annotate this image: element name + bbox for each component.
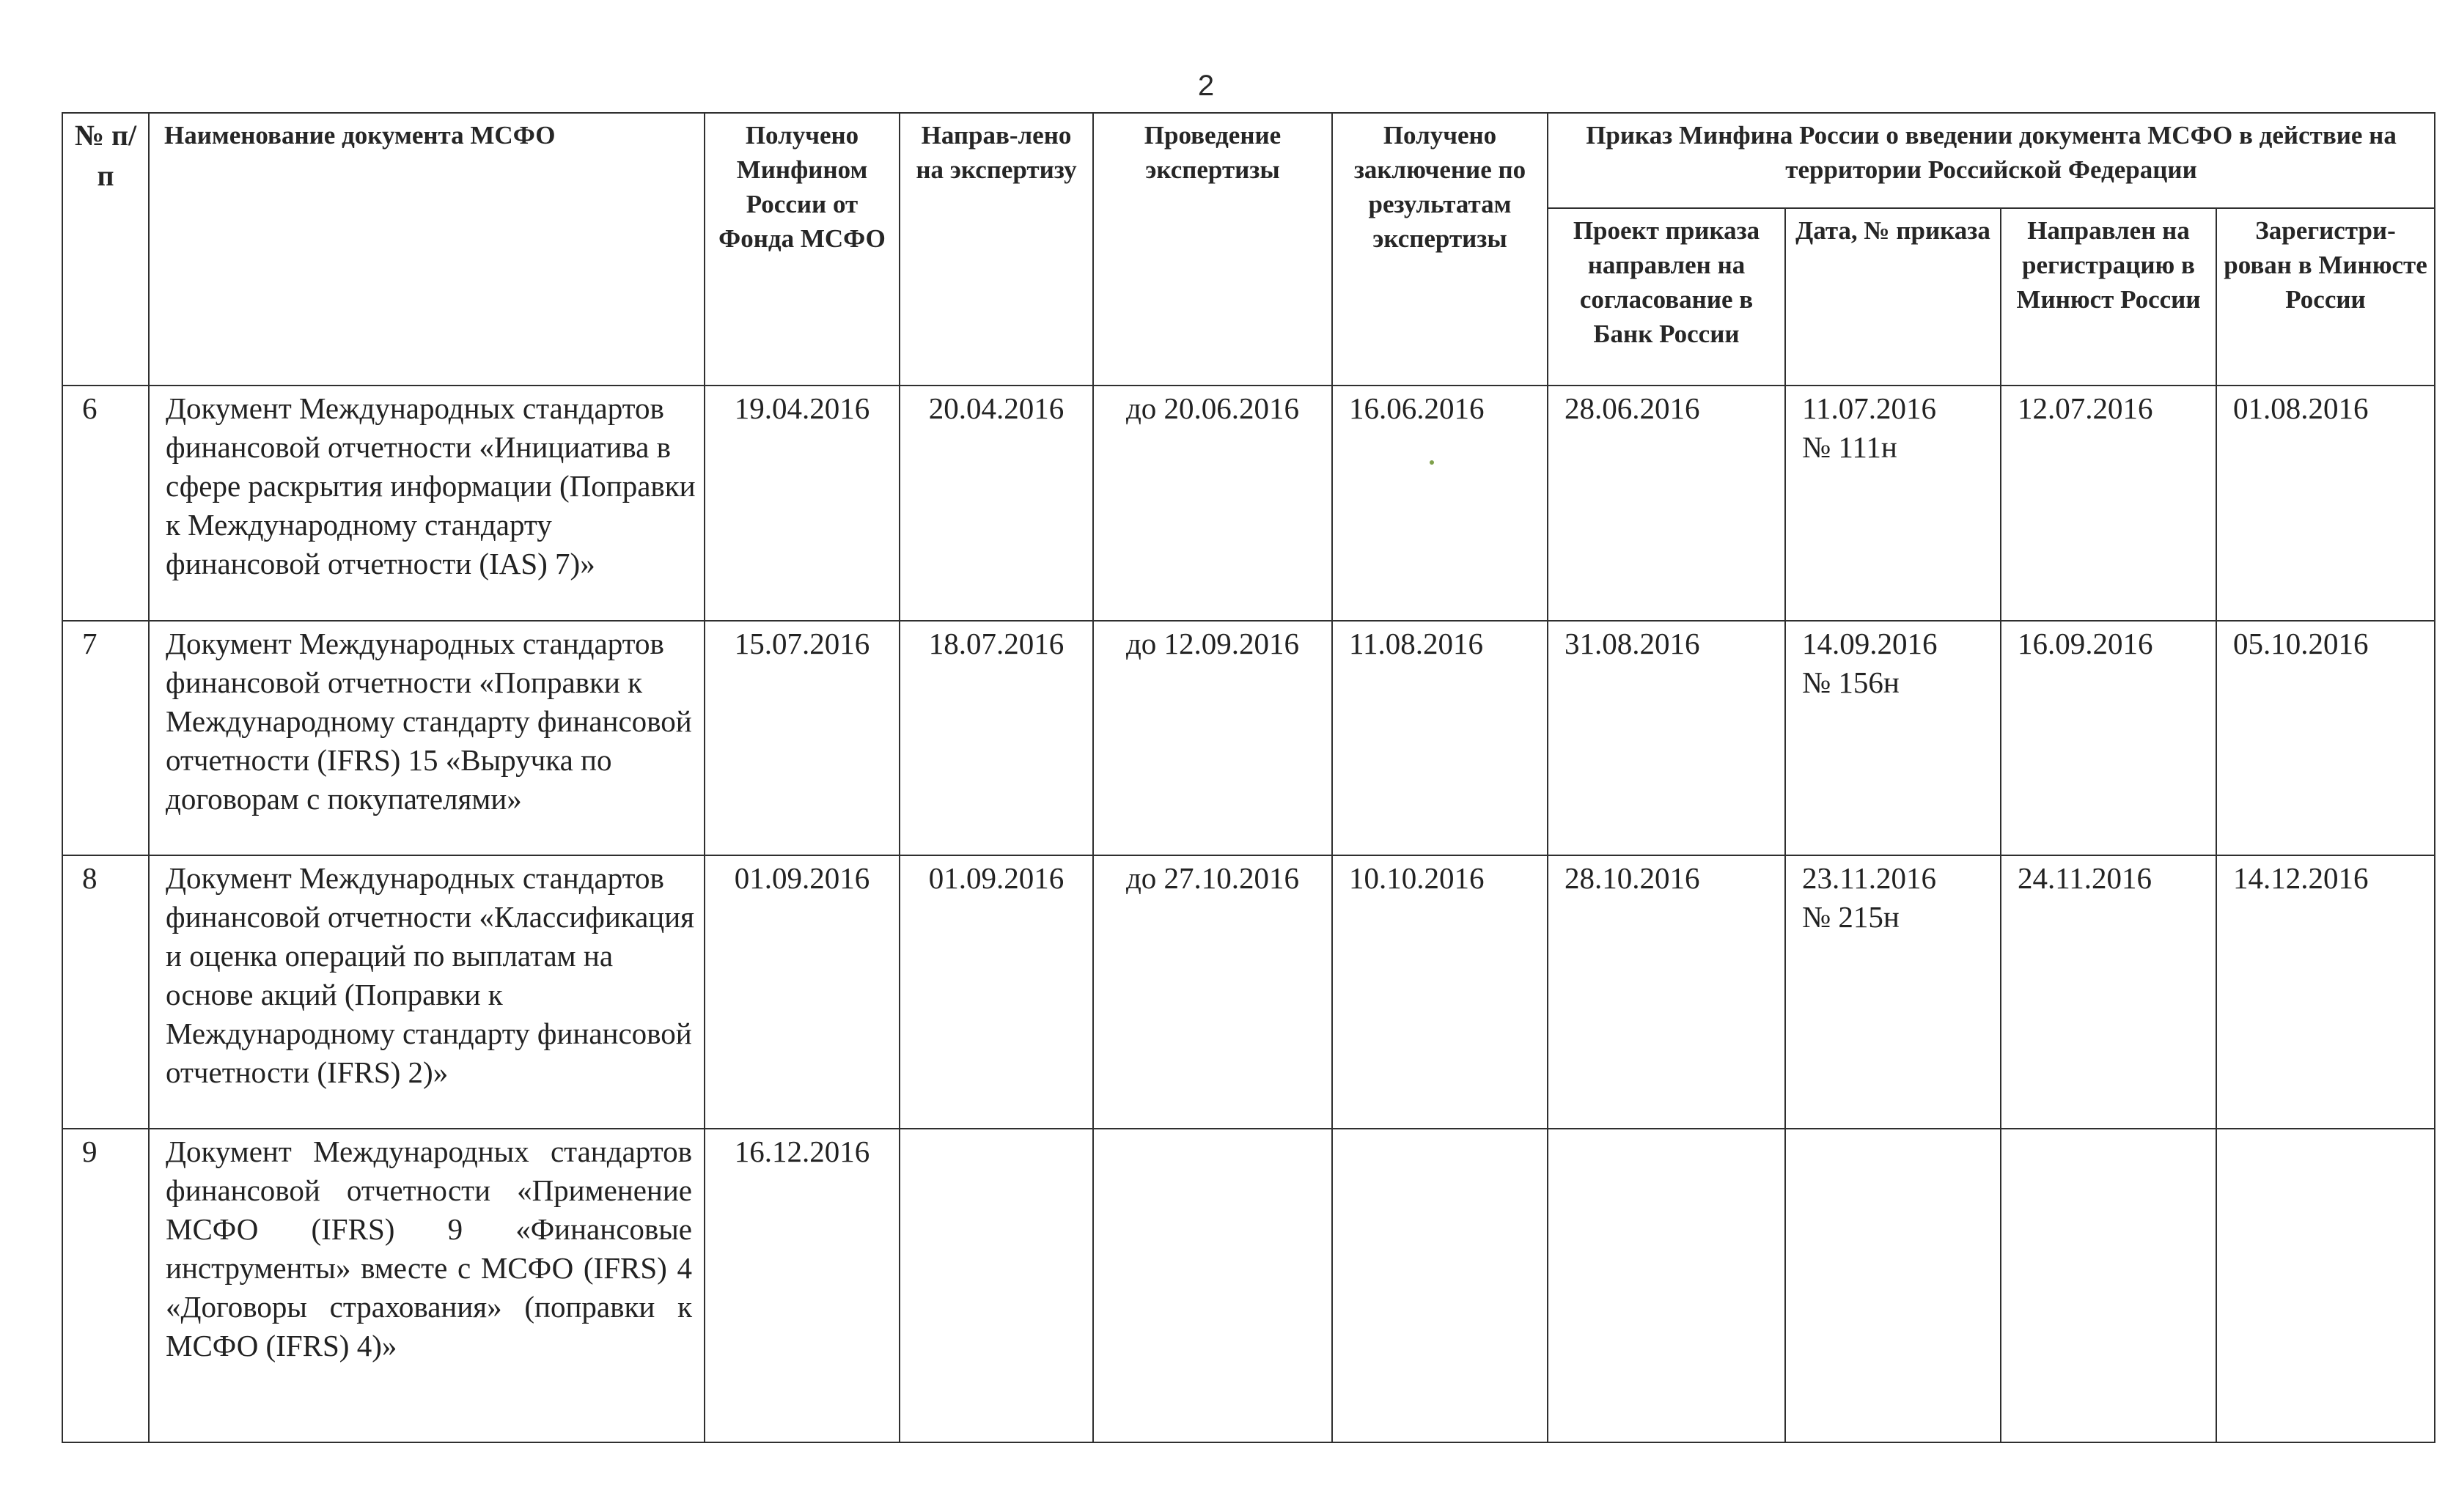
table-row — [62, 855, 2435, 1129]
document-name: Документ Международных стандартов финансовой отчетности «Классификация и оценка операций по выплатам на основе акций (Поправки к Международному стандарту финансовой отчетности (IFRS) 2)» — [149, 855, 705, 1129]
sent-date: 18.07.2016 — [900, 621, 1093, 855]
order-date-number — [1785, 1129, 2001, 1442]
header-document-name: Наименование документа МСФО — [149, 113, 705, 386]
scan-speck — [1430, 460, 1434, 465]
registered-date: 14.12.2016 — [2216, 855, 2435, 1129]
row-number: 7 — [62, 621, 149, 855]
expertise-deadline: до 20.06.2016 — [1093, 386, 1332, 621]
order-number: № 215н — [1802, 900, 1900, 934]
received-date: 19.04.2016 — [705, 386, 900, 621]
conclusion-date: 11.08.2016 — [1332, 621, 1548, 855]
registration-sent-date: 24.11.2016 — [2001, 855, 2216, 1129]
sent-date — [900, 1129, 1093, 1442]
expertise-deadline — [1093, 1129, 1332, 1442]
header-order-group: Приказ Минфина России о введении документа МСФО в действие на территории Российской Федерации — [1548, 113, 2435, 208]
draft-date — [1548, 1129, 1785, 1442]
draft-date: 28.06.2016 — [1548, 386, 1785, 621]
conclusion-date: 16.06.2016 — [1332, 386, 1548, 621]
sent-date: 20.04.2016 — [900, 386, 1093, 621]
ifrs-documents-table — [62, 112, 2435, 1443]
document-name: Документ Международных стандартов финансовой отчетности «Применение МСФО (IFRS) 9 «Финансовые инструменты» вместе с МСФО (IFRS) 4 «Договоры страхования» (поправки к МСФО (IFRS) 4)» — [149, 1129, 705, 1442]
received-date: 16.12.2016 — [705, 1129, 900, 1442]
document-name: Документ Международных стандартов финансовой отчетности «Поправки к Международному стандарту финансовой отчетности (IFRS) 15 «Выручка по договорам с покупателями» — [149, 621, 705, 855]
registration-sent-date: 12.07.2016 — [2001, 386, 2216, 621]
conclusion-date: 10.10.2016 — [1332, 855, 1548, 1129]
registration-sent-date — [2001, 1129, 2216, 1442]
header-registered: Зарегистри-рован в Минюсте России — [2216, 208, 2435, 386]
header-registration-sent: Направлен на регистрацию в Минюст России — [2001, 208, 2216, 386]
received-date: 01.09.2016 — [705, 855, 900, 1129]
page-number: 2 — [1197, 70, 1215, 102]
order-date-number — [1785, 855, 2001, 1129]
header-received: Получено Минфином России от Фонда МСФО — [705, 113, 900, 386]
registered-date: 01.08.2016 — [2216, 386, 2435, 621]
order-number: № 111н — [1802, 430, 1897, 464]
table-row — [62, 386, 2435, 621]
table-row — [62, 621, 2435, 855]
table-row — [62, 1129, 2435, 1442]
header-order-date: Дата, № приказа — [1785, 208, 2001, 386]
expertise-deadline: до 12.09.2016 — [1093, 621, 1332, 855]
header-expertise: Проведение экспертизы — [1093, 113, 1332, 386]
order-date: 14.09.2016 — [1802, 627, 1938, 660]
registration-sent-date: 16.09.2016 — [2001, 621, 2216, 855]
order-date: 23.11.2016 — [1802, 861, 1936, 895]
order-date: 11.07.2016 — [1802, 391, 1936, 425]
draft-date: 28.10.2016 — [1548, 855, 1785, 1129]
conclusion-date — [1332, 1129, 1548, 1442]
header-number: № п/п — [62, 113, 149, 386]
row-number: 6 — [62, 386, 149, 621]
draft-date: 31.08.2016 — [1548, 621, 1785, 855]
document-name: Документ Международных стандартов финансовой отчетности «Инициатива в сфере раскрытия информации (Поправки к Международному стандарту финансовой отчетности (IAS) 7)» — [149, 386, 705, 621]
expertise-deadline: до 27.10.2016 — [1093, 855, 1332, 1129]
row-number: 9 — [62, 1129, 149, 1442]
registered-date: 05.10.2016 — [2216, 621, 2435, 855]
row-number: 8 — [62, 855, 149, 1129]
sent-date: 01.09.2016 — [900, 855, 1093, 1129]
order-date-number — [1785, 386, 2001, 621]
order-number: № 156н — [1802, 665, 1900, 699]
header-conclusion: Получено заключение по результатам экспертизы — [1332, 113, 1548, 386]
order-date-number — [1785, 621, 2001, 855]
header-sent-for-expertise: Направ-лено на экспертизу — [900, 113, 1093, 386]
received-date: 15.07.2016 — [705, 621, 900, 855]
header-draft-order: Проект приказа направлен на согласование в Банк России — [1548, 208, 1785, 386]
registered-date — [2216, 1129, 2435, 1442]
